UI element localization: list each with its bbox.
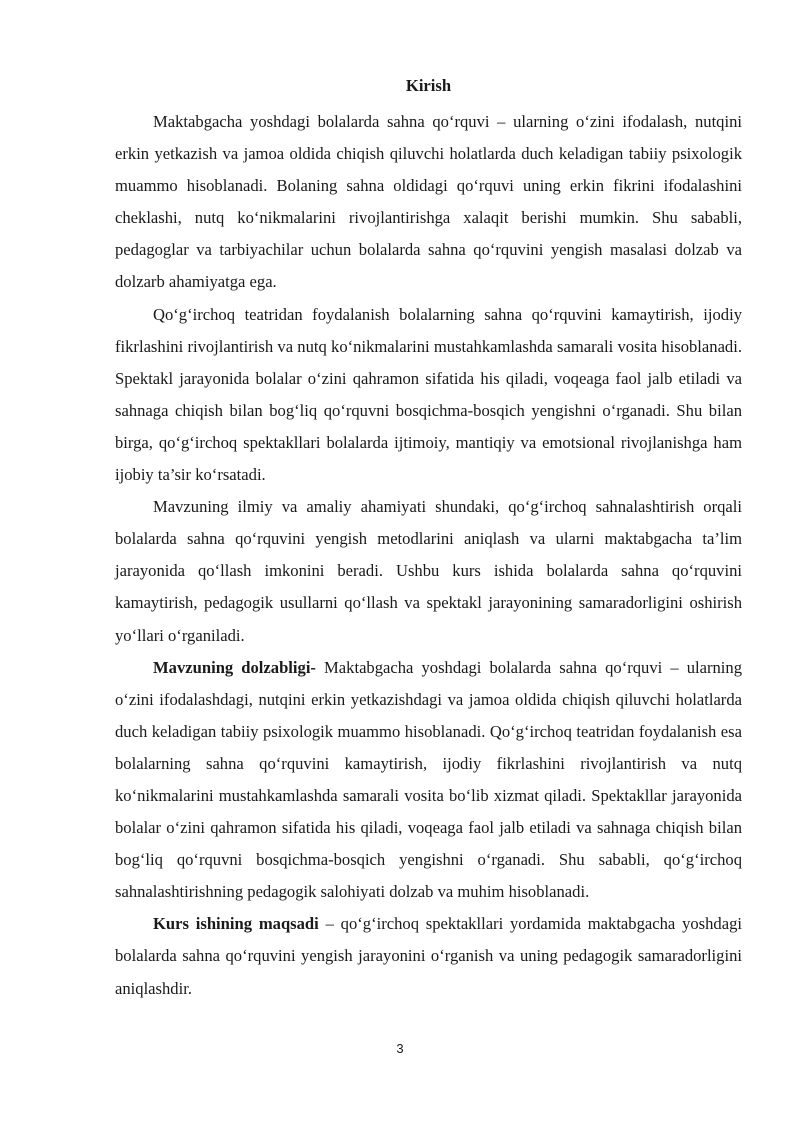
paragraph-2-text: Qo‘g‘irchoq teatridan foydalanish bolalarning sahna qo‘rquvini kamaytirish, ijodiy fikrlashini rivojlantirish va nutq ko‘nikmalarini mustahkamlashda samarali vosita hisoblanadi. Spektakl jarayonida bolalar o‘zini qahramon sifatida his qiladi, voqeaga faol jalb etiladi va sahnaga chiqish bilan bog‘liq qo‘rquvni bosqichma-bosqich yengishni o‘rganadi. Shu bilan birga, qo‘g‘irchoq spektakllari bolalarda ijtimoiy, mantiqiy va emotsional rivojlanishga ham ijobiy ta’sir ko‘rsatadi. [115,304,742,485]
section-title: Kirish [405,76,452,95]
goal-heading: Kurs ishining maqsadi [153,914,319,934]
paragraph-3 [115,491,742,651]
page-number: 3 [396,1041,404,1056]
paragraph-1-text: Maktabgacha yoshdagi bolalarda sahna qo‘rquvi – ularning o‘zini ifodalash, nutqini erkin yetkazish va jamoa oldida chiqish qiluvchi holatlarda duch keladigan tabiiy psixologik muammo hisoblanadi. Bolaning sahna oldidagi qo‘rquvi uning erkin fikrini ifodalashini cheklashi, nutq ko‘nikmalarini rivojlantirishga xalaqit berishi mumkin. Shu sababli, pedagoglar va tarbiyachilar uchun bolalarda sahna qo‘rquvini yengish masalasi dolzab va dolzarb ahamiyatga ega. [115,112,742,292]
goal-text: – qo‘g‘irchoq spektakllari yordamida maktabgacha yoshdagi bolalarda sahna qo‘rquvini yengish jarayonini o‘rganish va uning pedagogik samaradorligini aniqlashdir. [115,914,742,998]
document-page [115,70,742,1005]
paragraph-1 [115,106,742,299]
paragraph-2 [115,299,742,492]
relevance-heading: Mavzuning dolzabligi- [153,657,316,677]
relevance-text: Maktabgacha yoshdagi bolalarda sahna qo‘rquvi – ularning o‘zini ifodalashdagi, nutqini erkin yetkazishdagi va jamoa oldida chiqish qiluvchi holatlarda duch keladigan tabiiy psixologik muammo hisoblanadi. Qo‘g‘irchoq teatridan foydalanish esa bolalarning sahna qo‘rquvini kamaytirish, ijodiy fikrlashini rivojlantirish va nutq ko‘nikmalarini mustahkamlashda samarali vosita bo‘lib xizmat qiladi. Spektakllar jarayonida bolalar o‘zini qahramon sifatida his qiladi, voqeaga faol jalb etiladi va sahnaga chiqish bilan bog‘liq qo‘rquvni bosqichma-bosqich yengishni o‘rganadi. Shu sababli, qo‘g‘irchoq sahnalashtirishning pedagogik salohiyati dolzab va muhim hisoblanadi. [115,657,742,902]
paragraph-goal [115,908,742,1004]
paragraph-relevance [115,652,742,909]
paragraph-3-text: Mavzuning ilmiy va amaliy ahamiyati shundaki, qo‘g‘irchoq sahnalashtirish orqali bolalarda sahna qo‘rquvini yengish metodlarini aniqlash va ularni maktabgacha ta’lim jarayonida qo‘llash imkonini beradi. Ushbu kurs ishida bolalarda sahna qo‘rquvini kamaytirish, pedagogik usullarni qo‘llash va spektakl jarayonining samaradorligini oshirish yo‘llari o‘rganiladi. [115,497,742,645]
